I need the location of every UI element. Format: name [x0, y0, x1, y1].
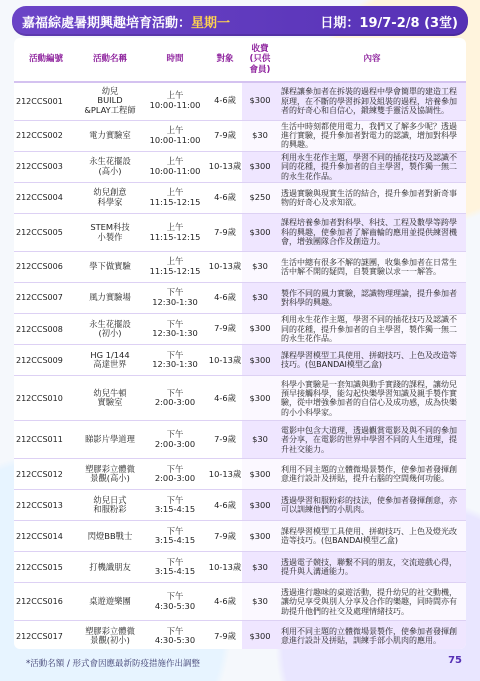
- table-row: [14, 283, 466, 314]
- activity-fee: $300: [242, 314, 278, 345]
- activity-name: STEM科技 小製作: [78, 214, 142, 252]
- activity-name: 學下做實驗: [78, 252, 142, 283]
- activity-code: 212CCS010: [14, 376, 78, 421]
- activity-code: 212CCS017: [14, 621, 78, 649]
- activity-description: 利用不同主題的立體微場景製作，使參加者發揮創意進行設計及拼貼，提升右腦的空間幾何功能。: [278, 459, 466, 490]
- schedule-table: [14, 38, 466, 649]
- table-row: [14, 459, 466, 490]
- table-row: [14, 421, 466, 459]
- activity-code: 212CCS004: [14, 183, 78, 214]
- activity-age: 10-13歲: [208, 345, 242, 376]
- table-row: [14, 82, 466, 120]
- activity-description: 透過進行趣味的桌遊活動，提升幼兒的社交動機，讓幼兒享受與別人分享及合作的樂趣，同時間亦有助提升他們的社交及處理情緒技巧。: [278, 583, 466, 621]
- table-row: [14, 151, 466, 182]
- activity-fee: $300: [242, 490, 278, 521]
- header-code: 活動編號: [14, 38, 78, 82]
- activity-name: 塑膠彩立體微 景觀(初小): [78, 621, 142, 649]
- title-banner: [12, 6, 468, 36]
- activity-age: 4-6歲: [208, 583, 242, 621]
- activity-time: 下午 12:30-1:30: [142, 314, 208, 345]
- activity-name: 風力實驗場: [78, 283, 142, 314]
- activity-time: 下午 4:30-5:30: [142, 583, 208, 621]
- table-row: [14, 583, 466, 621]
- schedule-table-container: [14, 38, 466, 649]
- activity-description: 透過實驗與現實生活的結合，提升參加者對新奇事物的好奇心及求知欲。: [278, 183, 466, 214]
- activity-time: 下午 4:30-5:30: [142, 621, 208, 649]
- activity-description: 利用不同主題的立體微場景製作，使參加者發揮創意進行設計及拼貼，訓練手部小肌肉的應用。: [278, 621, 466, 649]
- activity-code: 212CCS015: [14, 552, 78, 583]
- activity-description: 課程培養參加者對科學、科技、工程及數學等跨學科的興趣，使參加者了解齒輪的應用並提供練習機會，增強團隊合作及創造力。: [278, 214, 466, 252]
- activity-code: 212CCS006: [14, 252, 78, 283]
- activity-age: 4-6歲: [208, 283, 242, 314]
- activity-code: 212CCS003: [14, 151, 78, 182]
- header-time: 時間: [142, 38, 208, 82]
- activity-time: 上午 11:15-12:15: [142, 183, 208, 214]
- activity-code: 212CCS002: [14, 120, 78, 151]
- activity-age: 4-6歲: [208, 183, 242, 214]
- activity-fee: $30: [242, 583, 278, 621]
- activity-description: 課程學習模型工具使用、拼砌技巧、上色及改造等技巧。(包BANDAI模型乙盒): [278, 345, 466, 376]
- date-range: 日期：19/7-2/8 (3堂): [320, 15, 458, 31]
- activity-code: 212CCS011: [14, 421, 78, 459]
- activity-name: 閃燈BB戰士: [78, 521, 142, 552]
- table-row: [14, 552, 466, 583]
- activity-code: 212CCS012: [14, 459, 78, 490]
- activity-age: 7-9歲: [208, 621, 242, 649]
- table-row: [14, 314, 466, 345]
- table-body: [14, 82, 466, 649]
- activity-description: 生活中時刻都使用電力，我們又了解多少呢？透過進行實驗，提升參加者對電力的認識，增加對科學的興趣。: [278, 120, 466, 151]
- activity-name: 幼兒日式 和服粉彩: [78, 490, 142, 521]
- activity-code: 212CCS016: [14, 583, 78, 621]
- table-row: [14, 376, 466, 421]
- activity-age: 10-13歲: [208, 151, 242, 182]
- activity-fee: $300: [242, 82, 278, 120]
- activity-age: 4-6歲: [208, 82, 242, 120]
- activity-name: 永生花擺設 (高小): [78, 151, 142, 182]
- activity-time: 下午 3:15-4:15: [142, 490, 208, 521]
- activity-fee: $30: [242, 283, 278, 314]
- activity-time: 下午 3:15-4:15: [142, 552, 208, 583]
- activity-age: 7-9歲: [208, 421, 242, 459]
- activity-time: 下午 2:00-3:00: [142, 421, 208, 459]
- table-row: [14, 183, 466, 214]
- header-fee-text: 收費 (只供 會員): [249, 44, 271, 75]
- activity-age: 7-9歲: [208, 120, 242, 151]
- table-row: [14, 214, 466, 252]
- activity-time: 下午 3:15-4:15: [142, 521, 208, 552]
- activity-description: 製作不同的風力實驗，認識物理理論，提升參加者對科學的興趣。: [278, 283, 466, 314]
- activity-fee: $300: [242, 151, 278, 182]
- activity-fee: $30: [242, 421, 278, 459]
- activity-code: 212CCS007: [14, 283, 78, 314]
- activity-name: 電力實驗室: [78, 120, 142, 151]
- activity-code: 212CCS014: [14, 521, 78, 552]
- page-number: 75: [448, 655, 462, 666]
- activity-name: 打機識朋友: [78, 552, 142, 583]
- activity-age: 7-9歲: [208, 521, 242, 552]
- activity-age: 7-9歲: [208, 314, 242, 345]
- activity-description: 透過電子競技，聯繫不同的朋友，交流遊戲心得，提升與人溝通能力。: [278, 552, 466, 583]
- activity-fee: $30: [242, 120, 278, 151]
- activity-time: 上午 11:15-12:15: [142, 252, 208, 283]
- title-text: 嘉福綜處暑期興趣培育活動：: [22, 15, 192, 31]
- activity-code: 212CCS013: [14, 490, 78, 521]
- activity-time: 下午 12:30-1:30: [142, 345, 208, 376]
- weekday-label: 星期一: [191, 15, 231, 31]
- activity-time: 上午 10:00-11:00: [142, 82, 208, 120]
- activity-time: 上午 10:00-11:00: [142, 120, 208, 151]
- activity-description: 生活中總有很多不解的謎團，收集參加者在日常生活中解不開的疑問，自製實驗以求一一解答。: [278, 252, 466, 283]
- activity-fee: $300: [242, 376, 278, 421]
- activity-time: 下午 12:30-1:30: [142, 283, 208, 314]
- activity-fee: $300: [242, 345, 278, 376]
- activity-age: 10-13歲: [208, 459, 242, 490]
- activity-code: 212CCS009: [14, 345, 78, 376]
- activity-description: 利用永生花作主題，學習不同的插花技巧及認識不同的花種，提升參加者的自主學習，製作獨一無二的永生花作品。: [278, 151, 466, 182]
- activity-name: 桌遊遊樂團: [78, 583, 142, 621]
- activity-code: 212CCS005: [14, 214, 78, 252]
- activity-name: 幼兒 BUILD &PLAY工程師: [78, 82, 142, 120]
- activity-code: 212CCS001: [14, 82, 78, 120]
- activity-description: 課程讓參加者在拆裝的過程中學會簡單的建造工程原理，在不斷的學習拆卸及組裝的過程，培養參加者的好奇心和自信心，鍛練雙手靈活及協調性。: [278, 82, 466, 120]
- activity-description: 科學小實驗是一套知識與動手實踐的課程，讓幼兒預早接觸科學，能勾起快樂學習知識及親手製作實驗，從中增強參加者的自信心及成功感，成為快樂的小小科學家。: [278, 376, 466, 421]
- activity-name: 幼兒牛頓 實驗室: [78, 376, 142, 421]
- header-fee: [242, 38, 278, 82]
- footer-note: *活動名額 / 形式會因應最新防疫措施作出調整: [26, 659, 201, 669]
- activity-age: 4-6歲: [208, 490, 242, 521]
- activity-fee: $250: [242, 183, 278, 214]
- activity-time: 上午 10:00-11:00: [142, 151, 208, 182]
- header-name: 活動名稱: [78, 38, 142, 82]
- activity-name: HG 1/144 高達世界: [78, 345, 142, 376]
- activity-age: 10-13歲: [208, 552, 242, 583]
- activity-name: 睇影片學道理: [78, 421, 142, 459]
- activity-fee: $300: [242, 521, 278, 552]
- activity-description: 課程學習模型工具使用、拼砌技巧、上色及燈光改造等技巧。(包BANDAI模型乙盒): [278, 521, 466, 552]
- activity-age: 4-6歲: [208, 376, 242, 421]
- activity-name: 塑膠彩立體微 景觀(高小): [78, 459, 142, 490]
- activity-name: 永生花擺設 (初小): [78, 314, 142, 345]
- activity-fee: $30: [242, 252, 278, 283]
- activity-fee: $300: [242, 214, 278, 252]
- activity-fee: $300: [242, 621, 278, 649]
- activity-fee: $300: [242, 459, 278, 490]
- activity-code: 212CCS008: [14, 314, 78, 345]
- activity-name: 幼兒創意 科學家: [78, 183, 142, 214]
- table-row: [14, 490, 466, 521]
- table-row: [14, 521, 466, 552]
- table-header-row: [14, 38, 466, 82]
- activity-time: 下午 2:00-3:00: [142, 459, 208, 490]
- header-target: 對象: [208, 38, 242, 82]
- activity-description: 利用永生花作主題，學習不同的插花技巧及認識不同的花種，提升參加者的自主學習，製作獨一無二的永生花作品。: [278, 314, 466, 345]
- activity-fee: $30: [242, 552, 278, 583]
- activity-age: 7-9歲: [208, 214, 242, 252]
- activity-time: 下午 2:00-3:00: [142, 376, 208, 421]
- table-row: [14, 120, 466, 151]
- page-title: [22, 12, 306, 31]
- activity-age: 10-13歲: [208, 252, 242, 283]
- activity-description: 電影中包含大道理，透過觀賞電影及與不同的參加者分享，在電影的世界中學習不同的人生道理，提升社交能力。: [278, 421, 466, 459]
- table-row: [14, 345, 466, 376]
- header-content: 內容: [278, 38, 466, 82]
- table-row: [14, 252, 466, 283]
- activity-description: 透過學習和服粉彩的技法，使參加者發揮創意，亦可以訓練他們的小肌肉。: [278, 490, 466, 521]
- table-row: [14, 621, 466, 649]
- activity-time: 上午 11:15-12:15: [142, 214, 208, 252]
